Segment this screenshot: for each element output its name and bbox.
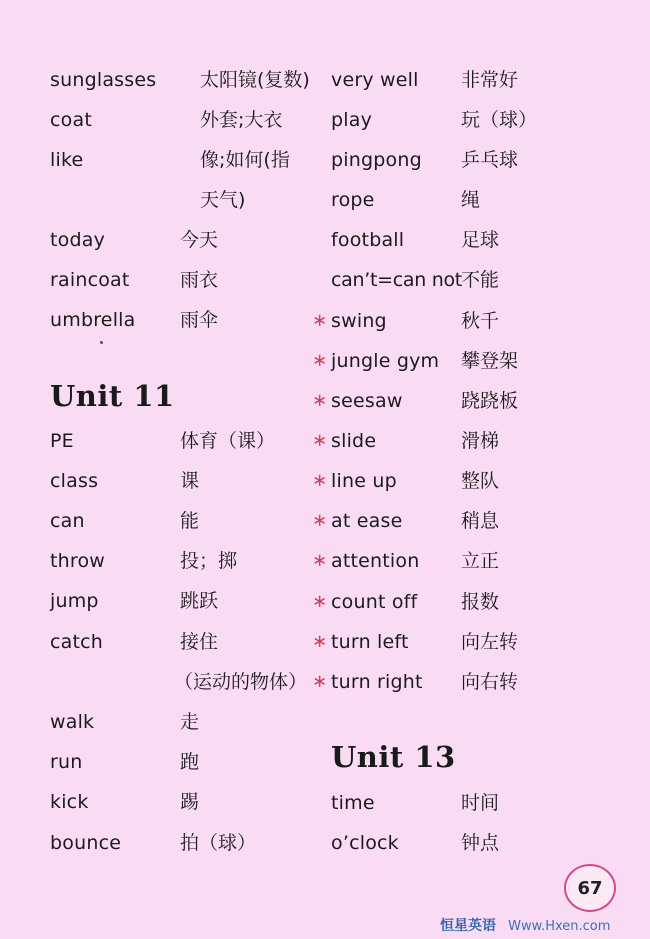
star-icon: ∗ — [312, 550, 328, 571]
word-en: football — [331, 229, 405, 251]
word-zh: 雨伞 — [180, 309, 219, 331]
word-zh: 稍息 — [461, 510, 500, 532]
word-zh: 天气) — [200, 189, 246, 211]
word-en: play — [331, 109, 373, 131]
star-icon: ∗ — [312, 390, 328, 411]
word-zh: 跑 — [180, 751, 200, 773]
word-zh: 外套;大衣 — [200, 109, 283, 131]
word-en: o’clock — [331, 832, 399, 854]
word-en: like — [50, 149, 84, 171]
word-zh: 秋千 — [461, 310, 500, 332]
star-icon: ∗ — [312, 470, 328, 491]
word-en: swing — [331, 310, 387, 332]
word-zh: 滑梯 — [461, 430, 500, 452]
word-en: run — [50, 751, 83, 773]
word-en: turn right — [331, 671, 423, 693]
word-en: bounce — [50, 832, 122, 854]
unit-heading: Unit 13 — [331, 740, 456, 774]
word-en: rope — [331, 189, 375, 211]
word-zh: 能 — [180, 510, 200, 532]
word-en: seesaw — [331, 390, 403, 412]
star-icon: ∗ — [312, 430, 328, 451]
page-number: 67 — [564, 864, 616, 912]
word-zh: 跳跃 — [180, 590, 219, 612]
word-zh: 像;如何(指 — [200, 149, 290, 171]
word-en: sunglasses — [50, 69, 157, 91]
word-en: kick — [50, 791, 89, 813]
word-zh: 体育（课） — [180, 430, 276, 452]
site-logo: 恒星英语 — [440, 918, 496, 934]
word-zh: 绳 — [461, 189, 481, 211]
word-zh: 课 — [180, 470, 200, 492]
word-zh: 整队 — [461, 470, 500, 492]
word-zh: 乒乓球 — [461, 149, 519, 171]
word-en: raincoat — [50, 269, 130, 291]
site-url: Www.Hxen.com — [508, 919, 611, 934]
star-icon: ∗ — [312, 591, 328, 612]
word-en: today — [50, 229, 106, 251]
word-en: class — [50, 470, 99, 492]
word-zh: 今天 — [180, 229, 219, 251]
star-icon: ∗ — [312, 631, 328, 652]
word-zh: 投；掷 — [180, 550, 238, 572]
word-zh: 钟点 — [461, 832, 500, 854]
word-zh: 接住 — [180, 631, 219, 653]
word-en: PE — [50, 430, 74, 452]
word-en: very well — [331, 69, 419, 91]
word-en: time — [331, 792, 375, 814]
word-en: coat — [50, 109, 92, 131]
word-zh: 踢 — [180, 791, 200, 813]
word-zh: 不能 — [461, 269, 500, 291]
star-icon: ∗ — [312, 310, 328, 331]
word-en: umbrella — [50, 309, 136, 331]
word-en: catch — [50, 631, 104, 653]
word-en: walk — [50, 711, 95, 733]
word-en: can’t=can not — [331, 269, 462, 291]
word-zh: 跷跷板 — [461, 390, 519, 412]
unit-heading: Unit 11 — [50, 379, 175, 413]
word-en: pingpong — [331, 149, 422, 171]
word-zh: 足球 — [461, 229, 500, 251]
footer-watermark — [440, 915, 610, 935]
word-en: attention — [331, 550, 420, 572]
word-zh: 立正 — [461, 550, 500, 572]
word-zh: 雨衣 — [180, 269, 219, 291]
word-zh: 非常好 — [461, 69, 519, 91]
word-zh: （运动的物体） — [174, 671, 308, 693]
word-zh: 走 — [180, 711, 200, 733]
word-en: jump — [50, 590, 99, 612]
word-en: turn left — [331, 631, 409, 653]
word-zh: 向右转 — [461, 671, 519, 693]
word-zh: 报数 — [461, 591, 500, 613]
star-icon: ∗ — [312, 350, 328, 371]
star-icon: ∗ — [312, 671, 328, 692]
word-en: line up — [331, 470, 397, 492]
stray-mark — [100, 341, 103, 344]
word-en: slide — [331, 430, 377, 452]
word-zh: 太阳镜(复数) — [200, 69, 310, 91]
word-en: count off — [331, 591, 418, 613]
word-zh: 玩（球） — [461, 109, 538, 131]
word-en: throw — [50, 550, 106, 572]
word-zh: 向左转 — [461, 631, 519, 653]
word-zh: 攀登架 — [461, 350, 519, 372]
word-zh: 拍（球） — [180, 832, 257, 854]
word-en: jungle gym — [331, 350, 440, 372]
word-zh: 时间 — [461, 792, 500, 814]
word-en: at ease — [331, 510, 403, 532]
star-icon: ∗ — [312, 510, 328, 531]
word-en: can — [50, 510, 85, 532]
